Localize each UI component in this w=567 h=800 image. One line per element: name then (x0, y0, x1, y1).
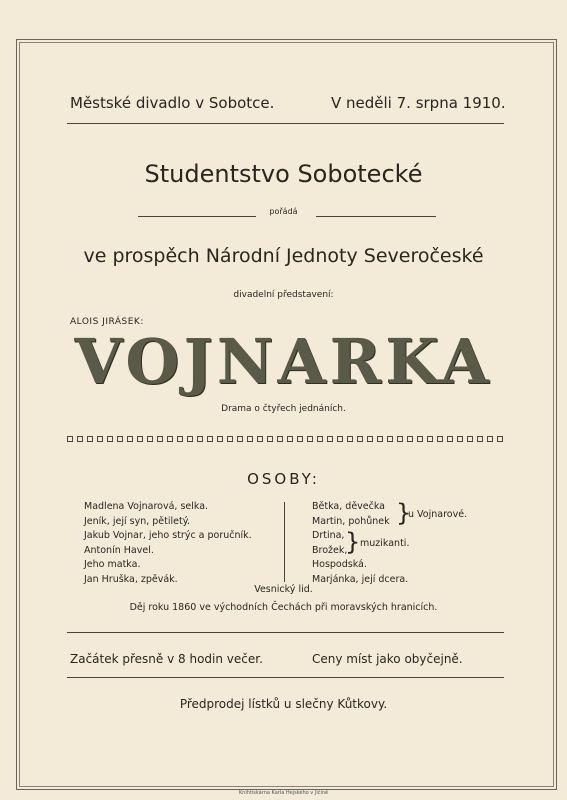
cast-item: Jeho matka. (84, 559, 141, 570)
square-ornament (317, 436, 323, 442)
venue-text: Městské divadlo v Sobotce. (70, 94, 275, 112)
square-ornament (437, 436, 443, 442)
cast-item: Jakub Vojnar, jeho strýc a poručník. (84, 530, 252, 541)
performance-label: divadelní představení: (233, 290, 334, 300)
square-ornament (347, 436, 353, 442)
play-subtitle: Drama o čtyřech jednáních. (221, 404, 346, 414)
square-ornament (247, 436, 253, 442)
cast-item: Jan Hruška, zpěvák. (84, 573, 178, 585)
square-ornament (367, 436, 373, 442)
square-ornament (157, 436, 163, 442)
square-ornament (177, 436, 183, 442)
group-musicians-label: muzikanti. (360, 538, 410, 549)
square-ornament (447, 436, 453, 442)
date-text: V neděli 7. srpna 1910. (331, 94, 506, 112)
cast-item: Jeník, její syn, pětiletý. (84, 515, 190, 527)
square-ornament (77, 436, 83, 442)
square-ornament (417, 436, 423, 442)
square-ornament (267, 436, 273, 442)
square-ornament (487, 436, 493, 442)
square-ornament (497, 436, 503, 442)
square-ornament (197, 436, 203, 442)
printer-credit: Knihtiskárna Karla Hejského v Jičíně (238, 790, 329, 796)
cast-divider (284, 502, 285, 582)
porada-rule-right (316, 216, 436, 217)
cast-item: Madlena Vojnarová, selka. (84, 501, 209, 512)
group-vojnar-label: u Vojnarové. (408, 509, 468, 520)
square-ornament (377, 436, 383, 442)
square-ornament (287, 436, 293, 442)
square-ornament-row (67, 436, 507, 444)
square-ornament (397, 436, 403, 442)
square-ornament (297, 436, 303, 442)
prices-text: Ceny míst jako obyčejně. (312, 652, 463, 666)
square-ornament (87, 436, 93, 442)
square-ornament (457, 436, 463, 442)
author-text: ALOIS JIRÁSEK: (70, 317, 144, 327)
square-ornament (147, 436, 153, 442)
square-ornament (467, 436, 473, 442)
footer-rule-bottom (67, 677, 504, 678)
square-ornament (117, 436, 123, 442)
square-ornament (187, 436, 193, 442)
square-ornament (217, 436, 223, 442)
setting-text: Děj roku 1860 ve východních Čechách při moravských hranicích. (129, 602, 438, 613)
square-ornament (427, 436, 433, 442)
square-ornament (477, 436, 483, 442)
start-time-text: Začátek přesně v 8 hodin večer. (70, 652, 263, 666)
cast-item: Marjánka, její dcera. (312, 573, 409, 585)
footer-rule-top (67, 632, 504, 633)
cast-item: Bětka, děvečka (312, 501, 386, 512)
square-ornament (107, 436, 113, 442)
square-ornament (387, 436, 393, 442)
square-ornament (97, 436, 103, 442)
brace-icon: } (345, 528, 361, 556)
porada-text: pořádá (269, 207, 298, 216)
cast-item: Antonín Havel. (84, 544, 154, 556)
header-rule (67, 123, 504, 124)
brace-icon: } (396, 499, 412, 527)
cast-item: Drtina, (312, 530, 345, 541)
organizer-heading: Studentstvo Sobotecké (144, 160, 423, 188)
square-ornament (137, 436, 143, 442)
play-title: VOJNARKA (74, 325, 493, 398)
cast-item: Brožek, (312, 544, 348, 556)
square-ornament (257, 436, 263, 442)
square-ornament (327, 436, 333, 442)
square-ornament (277, 436, 283, 442)
square-ornament (127, 436, 133, 442)
square-ornament (407, 436, 413, 442)
presale-text: Předprodej lístků u slečny Kůtkovy. (179, 697, 388, 711)
square-ornament (67, 436, 73, 442)
inner-border (19, 42, 554, 787)
cast-left-list (84, 500, 252, 587)
square-ornament (237, 436, 243, 442)
square-ornament (357, 436, 363, 442)
benefit-text: ve prospěch Národní Jednoty Severočeské (83, 245, 484, 267)
cast-item: Martin, pohůnek (312, 515, 390, 527)
porada-rule-left (138, 216, 256, 217)
cast-item: Hospodská. (312, 559, 367, 570)
cast-heading: OSOBY: (247, 470, 320, 488)
villagers-text: Vesnický lid. (254, 584, 313, 595)
square-ornament (337, 436, 343, 442)
square-ornament (207, 436, 213, 442)
square-ornament (227, 436, 233, 442)
square-ornament (167, 436, 173, 442)
square-ornament (307, 436, 313, 442)
